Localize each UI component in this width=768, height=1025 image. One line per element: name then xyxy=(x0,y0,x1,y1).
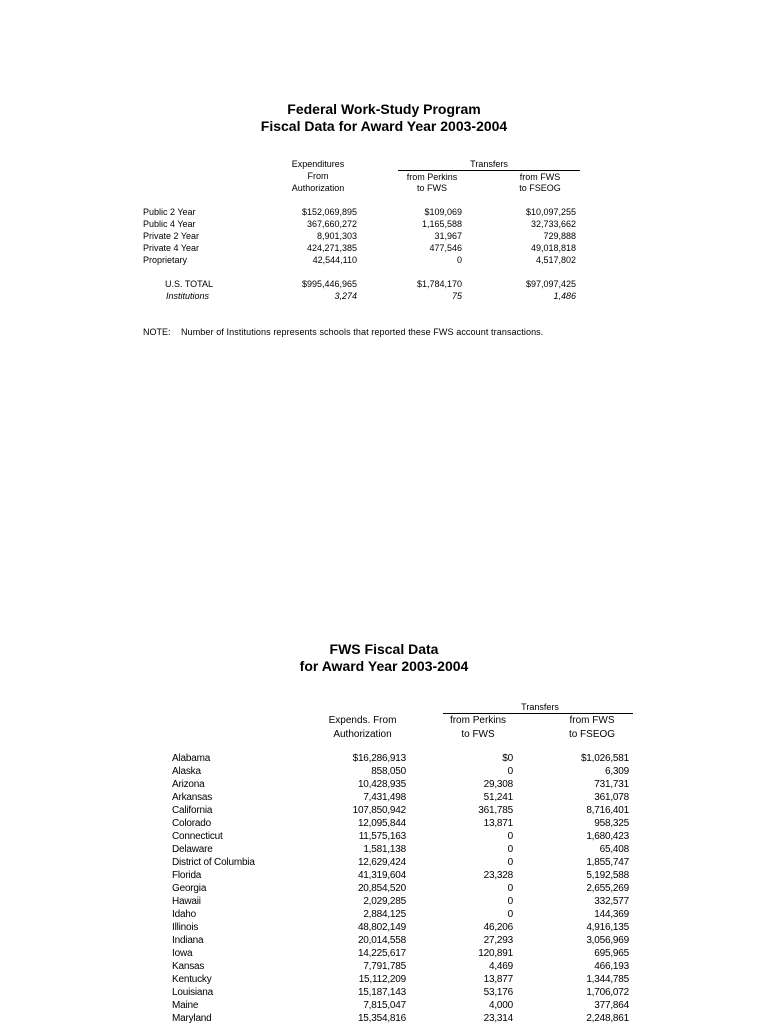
s2-exp-header-1: Expends. From xyxy=(328,715,397,726)
s2-row-perkins: 0 xyxy=(507,831,513,842)
s2-row-fseog: 695,965 xyxy=(594,948,629,959)
s1-row-fseog: 49,018,818 xyxy=(530,243,576,253)
s1-transfers-header: Transfers xyxy=(470,159,508,169)
s1-row-perkins: $109,069 xyxy=(424,207,462,217)
s2-perkins-header-2: to FWS xyxy=(461,729,495,740)
s2-table-row xyxy=(0,830,768,843)
s2-row-exp: 107,850,942 xyxy=(352,805,406,816)
s2-row-exp: 858,050 xyxy=(371,766,406,777)
s1-row-label: Private 4 Year xyxy=(143,243,200,253)
s2-fseog-header-2: to FSEOG xyxy=(568,729,616,740)
s1-row xyxy=(0,254,768,266)
s2-fseog-header-1: from FWS xyxy=(569,715,615,726)
section1-title-line1: Federal Work-Study Program xyxy=(287,101,481,117)
s2-row-state: Iowa xyxy=(172,948,193,959)
s2-table-row xyxy=(0,804,768,817)
s1-exp-header-2: From xyxy=(307,171,329,181)
s2-row-fseog: 466,193 xyxy=(594,961,629,972)
s1-row-fseog: 4,517,802 xyxy=(535,255,576,265)
s2-exp-header-2: Authorization xyxy=(333,729,392,740)
s2-table-row xyxy=(0,986,768,999)
s1-row-label: Public 4 Year xyxy=(143,219,196,229)
s2-row-fseog: 361,078 xyxy=(594,792,629,803)
s2-row-state: California xyxy=(172,805,213,816)
s2-row-perkins: 0 xyxy=(507,883,513,894)
s1-note-label: NOTE: xyxy=(143,327,171,337)
s2-table-row xyxy=(0,908,768,921)
s2-row-fseog: 332,577 xyxy=(594,896,629,907)
s2-row-state: Kentucky xyxy=(172,974,212,985)
s1-row-perkins: 1,165,588 xyxy=(421,219,462,229)
s1-row-fseog: 729,888 xyxy=(543,231,576,241)
s2-table-row xyxy=(0,843,768,856)
s2-row-exp: 20,014,558 xyxy=(357,935,406,946)
s2-row-exp: 7,791,785 xyxy=(363,961,406,972)
s2-row-perkins: 0 xyxy=(507,844,513,855)
s2-row-state: Illinois xyxy=(172,922,199,933)
s2-row-exp: 7,815,047 xyxy=(363,1000,406,1011)
s2-row-fseog: 958,325 xyxy=(594,818,629,829)
s2-row-state: Maine xyxy=(172,1000,199,1011)
s1-row-perkins: 0 xyxy=(456,255,462,265)
s1-row-perkins: 31,967 xyxy=(434,231,462,241)
s2-row-perkins: 120,891 xyxy=(478,948,513,959)
section1-title-line2: Fiscal Data for Award Year 2003-2004 xyxy=(260,118,508,134)
s2-row-exp: 11,575,163 xyxy=(358,831,406,842)
s1-institutions-perkins: 75 xyxy=(451,291,462,301)
s1-total-perkins: $1,784,170 xyxy=(416,279,462,289)
s1-row-label: Private 2 Year xyxy=(143,231,200,241)
s1-exp-header-3: Authorization xyxy=(291,183,345,193)
s2-row-state: Maryland xyxy=(172,1013,212,1024)
s1-row-exp: 8,901,303 xyxy=(316,231,357,241)
s1-institutions-label: Institutions xyxy=(166,291,210,301)
s2-row-state: Alaska xyxy=(172,766,201,777)
s2-row-perkins: 0 xyxy=(507,909,513,920)
s2-row-state: Colorado xyxy=(172,818,211,829)
s2-row-exp: 12,629,424 xyxy=(357,857,406,868)
s2-row-perkins: 4,000 xyxy=(488,1000,513,1011)
s2-table-row xyxy=(0,882,768,895)
s2-row-state: Florida xyxy=(172,870,202,881)
s2-row-perkins: 53,176 xyxy=(483,987,513,998)
s1-institutions-fseog: 1,486 xyxy=(553,291,576,301)
s2-row-perkins: 361,785 xyxy=(478,805,513,816)
s2-row-perkins: 27,293 xyxy=(483,935,513,946)
s2-row-exp: 1,581,138 xyxy=(363,844,406,855)
s2-row-exp: 48,802,149 xyxy=(357,922,406,933)
s1-fseog-header-1: from FWS xyxy=(519,172,561,182)
s1-note-text: Number of Institutions represents schools that reported these FWS account transactions. xyxy=(181,327,544,337)
s2-row-exp: 15,354,816 xyxy=(357,1013,406,1024)
s2-row-fseog: 1,344,785 xyxy=(586,974,629,985)
s2-row-exp: 15,112,209 xyxy=(358,974,406,985)
s1-perkins-header-2: to FWS xyxy=(416,183,447,193)
s2-row-fseog: 377,864 xyxy=(594,1000,629,1011)
s1-total-exp: $995,446,965 xyxy=(301,279,357,289)
s2-table-row xyxy=(0,895,768,908)
s2-row-perkins: 0 xyxy=(507,766,513,777)
s2-table-row xyxy=(0,765,768,778)
s2-table-row xyxy=(0,752,768,765)
s2-row-exp: 2,029,285 xyxy=(363,896,406,907)
s1-row xyxy=(0,218,768,230)
s2-row-perkins: 13,871 xyxy=(483,818,513,829)
s1-row-label: Public 2 Year xyxy=(143,207,196,217)
s1-exp-header-1: Expenditures xyxy=(291,159,345,169)
s2-row-perkins: 23,328 xyxy=(483,870,513,881)
s1-institutions-exp: 3,274 xyxy=(334,291,357,301)
s2-table-row xyxy=(0,934,768,947)
s1-row-perkins: 477,546 xyxy=(429,243,462,253)
s2-row-state: Alabama xyxy=(172,753,211,764)
s2-row-exp: 14,225,617 xyxy=(357,948,406,959)
s2-row-state: Idaho xyxy=(172,909,197,920)
s1-fseog-header-2: to FSEOG xyxy=(519,183,561,193)
s2-row-fseog: 4,916,135 xyxy=(586,922,629,933)
s2-row-state: Arizona xyxy=(172,779,205,790)
s2-row-exp: $16,286,913 xyxy=(352,753,406,764)
s1-row-exp: 424,271,385 xyxy=(306,243,357,253)
s2-row-perkins: 4,469 xyxy=(488,961,513,972)
s2-row-perkins: 29,308 xyxy=(483,779,513,790)
s2-table-row xyxy=(0,778,768,791)
section2-title-line1: FWS Fiscal Data xyxy=(329,641,439,657)
s2-table-row xyxy=(0,921,768,934)
s2-perkins-header-1: from Perkins xyxy=(449,715,507,726)
s1-total-fseog: $97,097,425 xyxy=(525,279,576,289)
s2-row-state: Georgia xyxy=(172,883,207,894)
s2-row-fseog: 8,716,401 xyxy=(586,805,629,816)
s1-row xyxy=(0,242,768,254)
s1-row-label: Proprietary xyxy=(143,255,188,265)
s2-row-exp: 10,428,935 xyxy=(357,779,406,790)
s2-table-row xyxy=(0,791,768,804)
s1-row-exp: $152,069,895 xyxy=(301,207,357,217)
s1-total-row xyxy=(0,278,768,290)
s1-total-label: U.S. TOTAL xyxy=(165,279,214,289)
s2-table-row xyxy=(0,856,768,869)
s2-row-fseog: 6,309 xyxy=(604,766,629,777)
s2-row-state: Louisiana xyxy=(172,987,214,998)
s2-row-state: Kansas xyxy=(172,961,205,972)
s2-row-exp: 41,319,604 xyxy=(357,870,406,881)
s2-row-exp: 15,187,143 xyxy=(357,987,406,998)
s2-table-row xyxy=(0,817,768,830)
s2-row-perkins: 23,314 xyxy=(483,1013,513,1024)
s1-perkins-header-1: from Perkins xyxy=(406,172,458,182)
s2-row-fseog: 1,706,072 xyxy=(586,987,629,998)
s2-table-row xyxy=(0,999,768,1012)
s2-row-perkins: 51,241 xyxy=(483,792,513,803)
s2-row-state: Delaware xyxy=(172,844,213,855)
s1-row-exp: 42,544,110 xyxy=(312,255,357,265)
s2-row-perkins: $0 xyxy=(502,753,513,764)
s2-row-exp: 2,884,125 xyxy=(363,909,406,920)
s2-table-row xyxy=(0,973,768,986)
s2-row-fseog: 144,369 xyxy=(594,909,629,920)
s2-row-perkins: 0 xyxy=(507,857,513,868)
s1-row-exp: 367,660,272 xyxy=(306,219,357,229)
s2-table-row xyxy=(0,960,768,973)
s2-row-state: District of Columbia xyxy=(172,857,255,868)
s2-row-fseog: 1,855,747 xyxy=(586,857,629,868)
s2-row-perkins: 13,877 xyxy=(483,974,513,985)
s2-row-state: Arkansas xyxy=(172,792,213,803)
s1-row xyxy=(0,230,768,242)
s2-row-fseog: 1,680,423 xyxy=(586,831,629,842)
s2-row-perkins: 0 xyxy=(507,896,513,907)
s1-institutions-row xyxy=(0,290,768,302)
s2-transfers-header: Transfers xyxy=(521,702,559,712)
s2-row-fseog: 731,731 xyxy=(594,779,629,790)
s2-table-row xyxy=(0,947,768,960)
s2-row-fseog: 2,248,861 xyxy=(586,1013,629,1024)
s2-row-exp: 7,431,498 xyxy=(363,792,406,803)
s2-row-fseog: 3,056,969 xyxy=(586,935,629,946)
s2-row-state: Connecticut xyxy=(172,831,223,842)
s1-row-fseog: 32,733,662 xyxy=(530,219,576,229)
s2-row-state: Indiana xyxy=(172,935,204,946)
s2-row-exp: 12,095,844 xyxy=(357,818,406,829)
s2-row-fseog: 65,408 xyxy=(599,844,629,855)
s2-row-fseog: $1,026,581 xyxy=(580,753,629,764)
s1-row xyxy=(0,206,768,218)
s2-row-fseog: 2,655,269 xyxy=(586,883,629,894)
s2-table-row xyxy=(0,869,768,882)
s2-row-exp: 20,854,520 xyxy=(357,883,406,894)
s2-row-fseog: 5,192,588 xyxy=(586,870,629,881)
section2-title-line2: for Award Year 2003-2004 xyxy=(299,658,469,674)
s2-table-row xyxy=(0,1012,768,1025)
s1-row-fseog: $10,097,255 xyxy=(525,207,576,217)
s2-row-perkins: 46,206 xyxy=(483,922,513,933)
s2-row-state: Hawaii xyxy=(172,896,201,907)
